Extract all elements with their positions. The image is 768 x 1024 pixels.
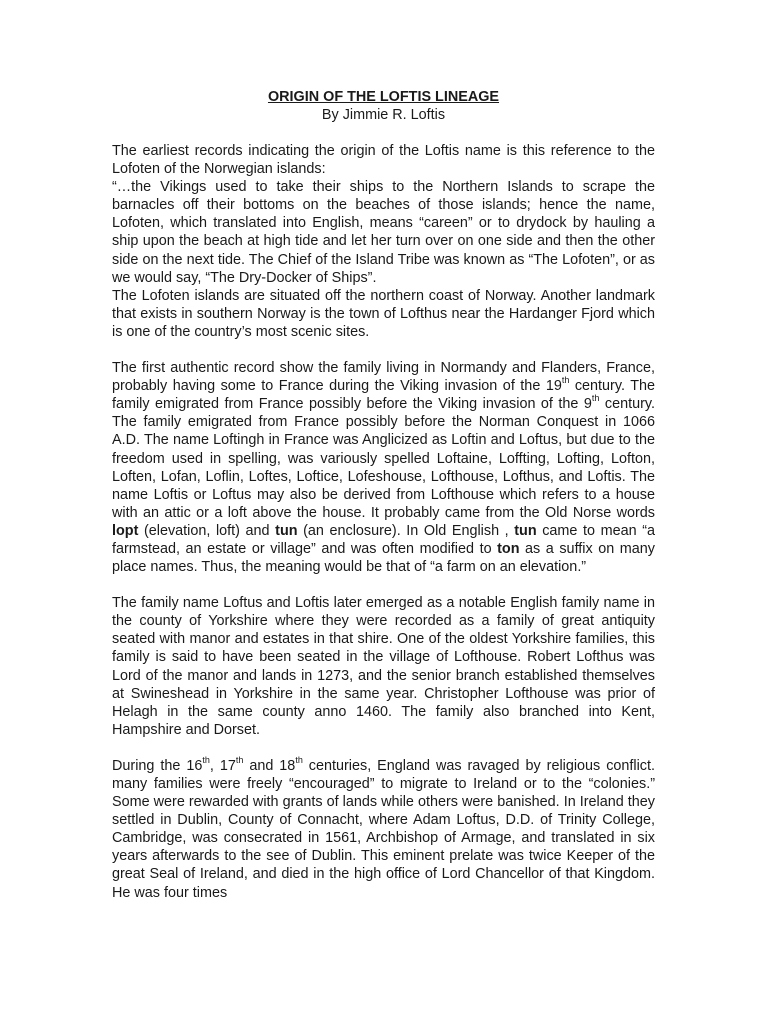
document-title: ORIGIN OF THE LOFTIS LINEAGE — [267, 89, 500, 105]
document-byline: By Jimmie R. Loftis — [321, 107, 446, 123]
document-page — [112, 88, 655, 902]
paragraph-ireland: During the 16th, 17th and 18th centuries, England was ravaged by religious conflict. many families were freely “encouraged” to migrate to Ireland or to the “colonies.” Some were rewarded with grants of lands while others were banished. In Ireland they settled in Dublin, County of Connacht, where Adam Loftus, D.D. of Trinity College, Cambridge, was consecrated in 1561, Archbishop of Armage, and translated in six years afterwards to the see of Dublin. This eminent prelate was twice Keeper of the great Seal of Ireland, and died in the high office of Lord Chancellor of that Kingdom. He was four times — [112, 755, 655, 901]
paragraph-authentic-record: The first authentic record show the family living in Normandy and Flanders, France, probably having some to France during the Viking invasion of the 19th century. The family emigrated from France possibly before the Viking invasion of the 9th century. The family emigrated from France possibly before the Norman Conquest in 1066 A.D. The name Loftingh in France was Anglicized as Loftin and Loftus, but due to the freedom used in spelling, was variously spelled Loftaine, Loffting, Lofting, Lofton, Loften, Lofan, Loflin, Loftes, Loftice, Lofeshouse, Lofthouse, Lofthus, and Loftis. The name Loftis or Loftus may also be derived from Lofthouse which refers to a house with an attic or a loft above the house. It probably came from the Old Norse words lopt (elevation, loft) and tun (an enclosure). In Old English , tun came to mean “a farmstead, an estate or village” and was often modified to ton as a suffix on many place names. Thus, the meaning would be that of “a farm on an elevation.” — [112, 360, 655, 576]
paragraph-quote: “…the Vikings used to take their ships to the Northern Islands to scrape the barnacles off their bottoms on the beaches of those islands; hence the name, Lofoten, which translated into English, means “careen” or to drydock by hauling a ship upon the beach at high tide and let her turn over on one side and then the other side on the next tide. The Chief of the Island Tribe was known as “The Lofoten”, or as we would say, “The Dry-Docker of Ships”. — [112, 179, 655, 286]
paragraph-yorkshire: The family name Loftus and Loftis later emerged as a notable English family name in the county of Yorkshire where they were recorded as a family of great antiquity seated with manor and estates in that shire. One of the oldest Yorkshire families, this family is said to have been seated in the village of Lofthouse. Robert Lofthus was Lord of the manor and lands in 1273, and the senior branch established themselves at Swineshead in Yorkshire in the same year. Christopher Lofthouse was prior of Helagh in the same county anno 1460. The family also branched into Kent, Hampshire and Dorset. — [112, 595, 655, 738]
paragraph-lofoten: The Lofoten islands are situated off the northern coast of Norway. Another landmark that exists in southern Norway is the town of Lofthus near the Hardanger Fjord which is one of the country’s most scenic sites. — [112, 287, 655, 340]
paragraph-intro: The earliest records indicating the origin of the Loftis name is this reference to the Lofoten of the Norwegian islands: — [112, 143, 655, 178]
